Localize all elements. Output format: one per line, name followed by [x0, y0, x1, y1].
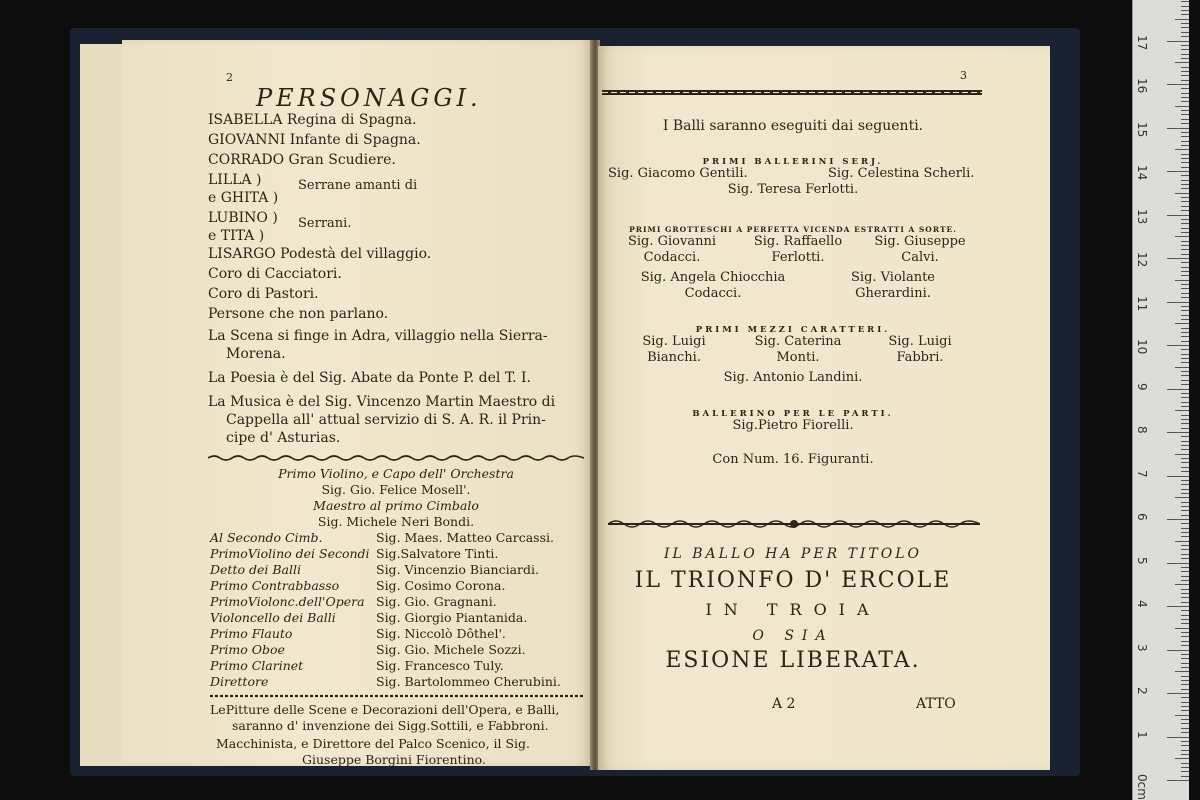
section-heading: PRIMI BALLERINI SERJ.	[702, 157, 884, 167]
ruler-label: 15	[1135, 121, 1149, 137]
ruler-tick	[1175, 758, 1189, 759]
ballet-subtitle: ESIONE LIBERATA.	[665, 648, 921, 673]
orchestra-role: Primo Flauto	[210, 626, 293, 641]
orchestra-role: Direttore	[210, 674, 269, 689]
scenery-credit: LePitture delle Scene e Decorazioni dell'Opera, e Balli,	[210, 702, 560, 717]
orchestra-member: Sig. Vincenzio Bianciardi.	[376, 562, 539, 577]
orchestra-member: Sig.Salvatore Tinti.	[376, 546, 499, 561]
ruler-tick	[1181, 554, 1189, 555]
dancer-name: Sig.Pietro Fiorelli.	[732, 418, 854, 433]
ruler-tick	[1181, 206, 1189, 207]
ruler-tick	[1167, 737, 1189, 738]
ruler-tick	[1181, 589, 1189, 590]
ruler-tick	[1181, 423, 1189, 424]
ruler-tick	[1181, 402, 1189, 403]
ruler-tick	[1181, 88, 1189, 89]
scene-note: La Scena si finge in Adra, villaggio nella Sierra-	[208, 328, 548, 344]
ruler-tick	[1181, 667, 1189, 668]
ruler-tick	[1181, 371, 1189, 372]
ruler-tick	[1175, 671, 1189, 672]
ruler-tick	[1181, 619, 1189, 620]
orchestra-member: Sig. Gio. Gragnani.	[376, 594, 497, 609]
orchestra-role: Al Secondo Cimb.	[210, 530, 323, 545]
ruler-tick	[1181, 328, 1189, 329]
dancer-name: Ferlotti.	[771, 250, 825, 265]
orchestra-leader-title: Primo Violino, e Capo dell' Orchestra	[278, 466, 514, 481]
ruler-tick	[1181, 10, 1189, 11]
ruler-tick	[1181, 480, 1189, 481]
figuranti-note: Con Num. 16. Figuranti.	[712, 452, 874, 467]
ruler-tick	[1181, 610, 1189, 611]
ruler-tick	[1181, 680, 1189, 681]
ruler-tick	[1175, 62, 1189, 63]
dancer-name: Sig. Celestina Scherli.	[828, 166, 975, 181]
ruler-tick	[1167, 693, 1189, 694]
ruler-tick	[1181, 462, 1189, 463]
ruler-tick	[1181, 710, 1189, 711]
section-heading: BALLERINO PER LE PARTI.	[692, 409, 894, 419]
ruler-tick	[1181, 632, 1189, 633]
ruler-tick	[1181, 319, 1189, 320]
ruler-tick	[1181, 145, 1189, 146]
ruler-label: 9	[1135, 382, 1149, 391]
ruler-tick	[1181, 393, 1189, 394]
dancer-name: Sig. Giovanni	[627, 234, 717, 249]
orchestra-member: Sig. Maes. Matteo Carcassi.	[376, 530, 554, 545]
ruler-tick	[1181, 54, 1189, 55]
ruler-tick	[1181, 336, 1189, 337]
ruler-tick	[1181, 167, 1189, 168]
ruler-tick	[1181, 288, 1189, 289]
ornament-divider	[210, 692, 584, 700]
ruler-tick	[1181, 441, 1189, 442]
ruler-tick	[1181, 467, 1189, 468]
ruler-tick	[1181, 471, 1189, 472]
ruler-tick	[1167, 171, 1189, 172]
ruler-tick	[1181, 80, 1189, 81]
ruler-tick	[1181, 262, 1189, 263]
header-rule	[602, 88, 982, 98]
dancer-name: Sig. Luigi	[888, 334, 952, 349]
ruler-label: 12	[1135, 252, 1149, 268]
ruler-label: 11	[1135, 295, 1149, 311]
ruler-tick	[1181, 428, 1189, 429]
ruler-tick	[1181, 241, 1189, 242]
ruler-tick	[1181, 136, 1189, 137]
measuring-ruler	[1132, 0, 1189, 800]
dancer-name: Sig. Caterina	[754, 334, 842, 349]
dancer-name: Sig. Antonio Landini.	[723, 370, 863, 385]
ruler-tick	[1181, 175, 1189, 176]
ruler-tick	[1181, 445, 1189, 446]
orchestra-member: Sig. Giorgio Piantanida.	[376, 610, 528, 625]
ruler-tick	[1175, 19, 1189, 20]
ruler-tick	[1181, 123, 1189, 124]
ruler-tick	[1175, 541, 1189, 542]
ruler-label: 14	[1135, 165, 1149, 181]
ruler-tick	[1181, 723, 1189, 724]
ruler-tick	[1181, 571, 1189, 572]
ruler-tick	[1181, 201, 1189, 202]
ruler-tick	[1181, 132, 1189, 133]
dancer-name: Sig. Violante	[851, 270, 935, 285]
ruler-tick	[1181, 380, 1189, 381]
music-credit: cipe d' Asturias.	[226, 430, 341, 446]
dancer-name: Monti.	[776, 350, 820, 365]
ruler-tick	[1181, 384, 1189, 385]
cast-line: Coro di Cacciatori.	[208, 266, 342, 282]
catchword: ATTO	[916, 696, 956, 712]
ruler-tick	[1181, 275, 1189, 276]
ruler-tick	[1181, 523, 1189, 524]
ruler-tick	[1181, 597, 1189, 598]
orchestra-member: Sig. Francesco Tuly.	[376, 658, 504, 673]
cast-line: Persone che non parlano.	[208, 306, 389, 322]
ruler-tick	[1181, 223, 1189, 224]
ruler-tick	[1181, 114, 1189, 115]
ruler-tick	[1181, 515, 1189, 516]
ruler-tick	[1167, 563, 1189, 564]
ruler-tick	[1181, 315, 1189, 316]
ballet-title: IL TRIONFO D' ERCOLE	[634, 568, 952, 593]
machinist-credit: Giuseppe Borgini Fiorentino.	[302, 752, 486, 767]
ruler-tick	[1167, 476, 1189, 477]
ruler-tick	[1167, 780, 1189, 781]
ruler-tick	[1181, 406, 1189, 407]
orchestra-member: Sig. Gio. Michele Sozzi.	[376, 642, 526, 657]
ruler-tick	[1181, 636, 1189, 637]
ruler-tick	[1181, 676, 1189, 677]
page-heading: PERSONAGGI.	[256, 84, 482, 112]
ruler-tick	[1175, 323, 1189, 324]
cembalo-title: Maestro al primo Cimbalo	[313, 498, 479, 513]
ruler-tick	[1181, 623, 1189, 624]
ruler-tick	[1181, 210, 1189, 211]
ruler-tick	[1181, 232, 1189, 233]
dancer-name: Sig. Angela Chiocchia	[640, 270, 786, 285]
dancer-name: Sig. Teresa Ferlotti.	[727, 182, 859, 197]
ruler-tick	[1181, 536, 1189, 537]
ruler-tick	[1167, 432, 1189, 433]
ruler-tick	[1181, 576, 1189, 577]
ruler-tick	[1181, 45, 1189, 46]
cast-group-desc: Serrane amanti di	[298, 178, 418, 193]
ruler-tick	[1181, 545, 1189, 546]
ruler-tick	[1181, 23, 1189, 24]
ruler-tick	[1167, 302, 1189, 303]
cast-line: ISABELLA Regina di Spagna.	[208, 112, 417, 128]
ruler-tick	[1167, 258, 1189, 259]
scenery-credit: saranno d' invenzione dei Sigg.Sottili, e Fabbroni.	[232, 718, 549, 733]
ruler-tick	[1181, 776, 1189, 777]
ruler-tick	[1167, 84, 1189, 85]
ruler-tick	[1181, 532, 1189, 533]
orchestra-member: Sig. Niccolò Dôthel'.	[376, 626, 506, 641]
ruler-label: 17	[1135, 34, 1149, 50]
ruler-tick	[1181, 750, 1189, 751]
ruler-tick	[1175, 193, 1189, 194]
poetry-credit: La Poesia è del Sig. Abate da Ponte P. del T. I.	[208, 370, 531, 386]
ruler-label: 13	[1135, 208, 1149, 224]
ruler-tick	[1181, 689, 1189, 690]
ruler-tick	[1181, 101, 1189, 102]
ruler-tick	[1175, 628, 1189, 629]
ruler-tick	[1181, 158, 1189, 159]
ruler-tick	[1181, 354, 1189, 355]
dancer-name: Sig. Giuseppe	[874, 234, 966, 249]
ruler-tick	[1181, 349, 1189, 350]
ruler-tick	[1181, 297, 1189, 298]
orchestra-role: PrimoViolino dei Secondi	[210, 546, 370, 561]
ruler-tick	[1181, 663, 1189, 664]
orchestra-role: Detto dei Balli	[210, 562, 301, 577]
ruler-label: 3	[1135, 643, 1149, 652]
ruler-tick	[1181, 141, 1189, 142]
ruler-label: 8	[1135, 426, 1149, 434]
ruler-tick	[1181, 362, 1189, 363]
ruler-tick	[1181, 36, 1189, 37]
ruler-tick	[1175, 497, 1189, 498]
ruler-tick	[1181, 415, 1189, 416]
ruler-label: 16	[1135, 78, 1149, 94]
ruler-label: 1	[1135, 730, 1149, 739]
ornament-divider	[608, 518, 980, 530]
section-heading: PRIMI GROTTESCHI A PERFETTA VICENDA ESTRATTI A SORTE.	[629, 225, 957, 234]
cast-group-b: e TITA )	[208, 228, 265, 244]
ruler-tick	[1181, 32, 1189, 33]
ruler-tick	[1175, 106, 1189, 107]
ruler-tick	[1181, 254, 1189, 255]
ruler-tick	[1181, 188, 1189, 189]
ruler-tick	[1181, 1, 1189, 2]
ruler-tick	[1181, 702, 1189, 703]
ruler-tick	[1181, 506, 1189, 507]
ruler-tick	[1181, 67, 1189, 68]
ruler-tick	[1181, 741, 1189, 742]
ruler-tick	[1181, 528, 1189, 529]
ruler-label: 4	[1135, 600, 1149, 608]
ruler-tick	[1175, 367, 1189, 368]
ruler-tick	[1175, 280, 1189, 281]
ruler-tick	[1181, 97, 1189, 98]
ruler-tick	[1181, 593, 1189, 594]
ruler-tick	[1181, 458, 1189, 459]
cast-group-a: LILLA )	[208, 172, 262, 188]
ruler-tick	[1181, 332, 1189, 333]
ruler-label: 2	[1135, 687, 1149, 695]
orchestra-role: Primo Clarinet	[210, 658, 304, 673]
ruler-tick	[1175, 149, 1189, 150]
ruler-tick	[1181, 419, 1189, 420]
page-number-right: 3	[960, 69, 967, 82]
ruler-tick	[1181, 162, 1189, 163]
orchestra-role: Primo Contrabbasso	[210, 578, 340, 593]
ruler-label: 0cm	[1135, 774, 1149, 800]
cast-line: CORRADO Gran Scudiere.	[208, 152, 396, 168]
scene-note: Morena.	[226, 346, 286, 362]
ballet-intro: I Balli saranno eseguiti dai seguenti.	[662, 118, 924, 134]
ruler-tick	[1181, 754, 1189, 755]
ruler-tick	[1181, 763, 1189, 764]
cast-group-b: e GHITA )	[208, 190, 279, 206]
music-credit: La Musica è del Sig. Vincenzo Martin Maestro di	[208, 394, 556, 410]
ruler-tick	[1181, 228, 1189, 229]
ruler-tick	[1181, 436, 1189, 437]
ruler-tick	[1181, 580, 1189, 581]
ruler-tick	[1181, 697, 1189, 698]
ruler-tick	[1181, 397, 1189, 398]
dancer-name: Calvi.	[901, 250, 939, 265]
ruler-tick	[1181, 654, 1189, 655]
ruler-tick	[1181, 771, 1189, 772]
ruler-label: 6	[1135, 513, 1149, 521]
ruler-label: 7	[1135, 469, 1149, 478]
cast-line: GIOVANNI Infante di Spagna.	[208, 132, 421, 148]
dancer-name: Sig. Giacomo Gentili.	[608, 166, 748, 181]
ruler-tick	[1181, 728, 1189, 729]
ruler-tick	[1181, 119, 1189, 120]
cast-line: LISARGO Podestà del villaggio.	[208, 246, 432, 262]
ruler-tick	[1181, 684, 1189, 685]
ruler-tick	[1175, 454, 1189, 455]
ruler-label: 5	[1135, 556, 1149, 565]
ruler-tick	[1167, 606, 1189, 607]
ruler-tick	[1181, 58, 1189, 59]
orchestra-member: Sig. Bartolommeo Cherubini.	[376, 674, 561, 689]
ruler-tick	[1167, 41, 1189, 42]
ruler-tick	[1181, 358, 1189, 359]
orchestra-role: Violoncello dei Balli	[210, 610, 336, 625]
orchestra-role: PrimoViolonc.dell'Opera	[210, 594, 365, 609]
ornament-divider	[208, 454, 584, 462]
ruler-tick	[1181, 375, 1189, 376]
ruler-tick	[1181, 341, 1189, 342]
ruler-tick	[1181, 6, 1189, 7]
ruler-tick	[1175, 584, 1189, 585]
ruler-tick	[1167, 389, 1189, 390]
dancer-name: Bianchi.	[647, 350, 701, 365]
left-page	[122, 40, 592, 766]
ruler-tick	[1181, 49, 1189, 50]
ruler-tick	[1181, 71, 1189, 72]
ruler-tick	[1175, 715, 1189, 716]
cast-group-desc: Serrani.	[298, 216, 352, 231]
orchestra-leader-name: Sig. Gio. Felice Mosell'.	[321, 482, 471, 497]
ruler-tick	[1181, 293, 1189, 294]
ruler-tick	[1181, 267, 1189, 268]
ruler-tick	[1181, 502, 1189, 503]
ruler-tick	[1181, 489, 1189, 490]
music-credit: Cappella all' attual servizio di S. A. R. il Prin-	[226, 412, 546, 428]
ruler-tick	[1181, 641, 1189, 642]
ruler-tick	[1181, 645, 1189, 646]
ruler-tick	[1181, 93, 1189, 94]
orchestra-member: Sig. Cosimo Corona.	[376, 578, 506, 593]
ruler-tick	[1181, 27, 1189, 28]
ruler-tick	[1181, 745, 1189, 746]
ruler-tick	[1181, 549, 1189, 550]
ruler-tick	[1167, 215, 1189, 216]
ruler-tick	[1175, 236, 1189, 237]
section-heading: PRIMI MEZZI CARATTERI.	[695, 325, 891, 335]
orchestra-role: Primo Oboe	[210, 642, 285, 657]
ruler-tick	[1181, 732, 1189, 733]
ruler-tick	[1181, 567, 1189, 568]
ruler-tick	[1181, 310, 1189, 311]
ruler-tick	[1181, 719, 1189, 720]
ruler-tick	[1181, 154, 1189, 155]
ballet-title: O SIA	[752, 628, 834, 644]
ruler-tick	[1181, 706, 1189, 707]
page-number-left: 2	[226, 71, 233, 84]
ruler-tick	[1181, 306, 1189, 307]
dancer-name: Codacci.	[643, 250, 701, 265]
ruler-tick	[1181, 449, 1189, 450]
ruler-label: 10	[1135, 339, 1149, 355]
ruler-tick	[1167, 519, 1189, 520]
machinist-credit: Macchinista, e Direttore del Palco Scenico, il Sig.	[216, 736, 531, 751]
ruler-tick	[1181, 284, 1189, 285]
dancer-name: Sig. Raffaello	[753, 234, 843, 249]
signature-mark: A 2	[772, 696, 796, 712]
dancer-name: Sig. Luigi	[642, 334, 706, 349]
ruler-tick	[1167, 345, 1189, 346]
cast-group-a: LUBINO )	[208, 210, 278, 226]
ruler-tick	[1181, 245, 1189, 246]
ruler-tick	[1181, 75, 1189, 76]
dancer-name: Codacci.	[684, 286, 742, 301]
ruler-tick	[1181, 110, 1189, 111]
dancer-name: Gherardini.	[855, 286, 931, 301]
ruler-tick	[1181, 615, 1189, 616]
ballo-heading: IL BALLO HA PER TITOLO	[663, 546, 923, 562]
ruler-tick	[1181, 493, 1189, 494]
ruler-tick	[1181, 249, 1189, 250]
ruler-tick	[1167, 128, 1189, 129]
ruler-tick	[1181, 558, 1189, 559]
ruler-tick	[1181, 602, 1189, 603]
ruler-tick	[1181, 271, 1189, 272]
cast-line: Coro di Pastori.	[208, 286, 319, 302]
ruler-tick	[1181, 484, 1189, 485]
right-page	[598, 46, 1050, 770]
ruler-tick	[1181, 14, 1189, 15]
cembalo-name: Sig. Michele Neri Bondi.	[317, 514, 475, 529]
ruler-tick	[1181, 219, 1189, 220]
ruler-tick	[1181, 658, 1189, 659]
ruler-tick	[1181, 184, 1189, 185]
dancer-name: Fabbri.	[896, 350, 944, 365]
ruler-tick	[1181, 197, 1189, 198]
ruler-tick	[1181, 510, 1189, 511]
ruler-tick	[1167, 650, 1189, 651]
ruler-tick	[1181, 180, 1189, 181]
ruler-tick	[1181, 767, 1189, 768]
ruler-tick	[1175, 410, 1189, 411]
ballet-title: IN TROIA	[705, 600, 881, 619]
